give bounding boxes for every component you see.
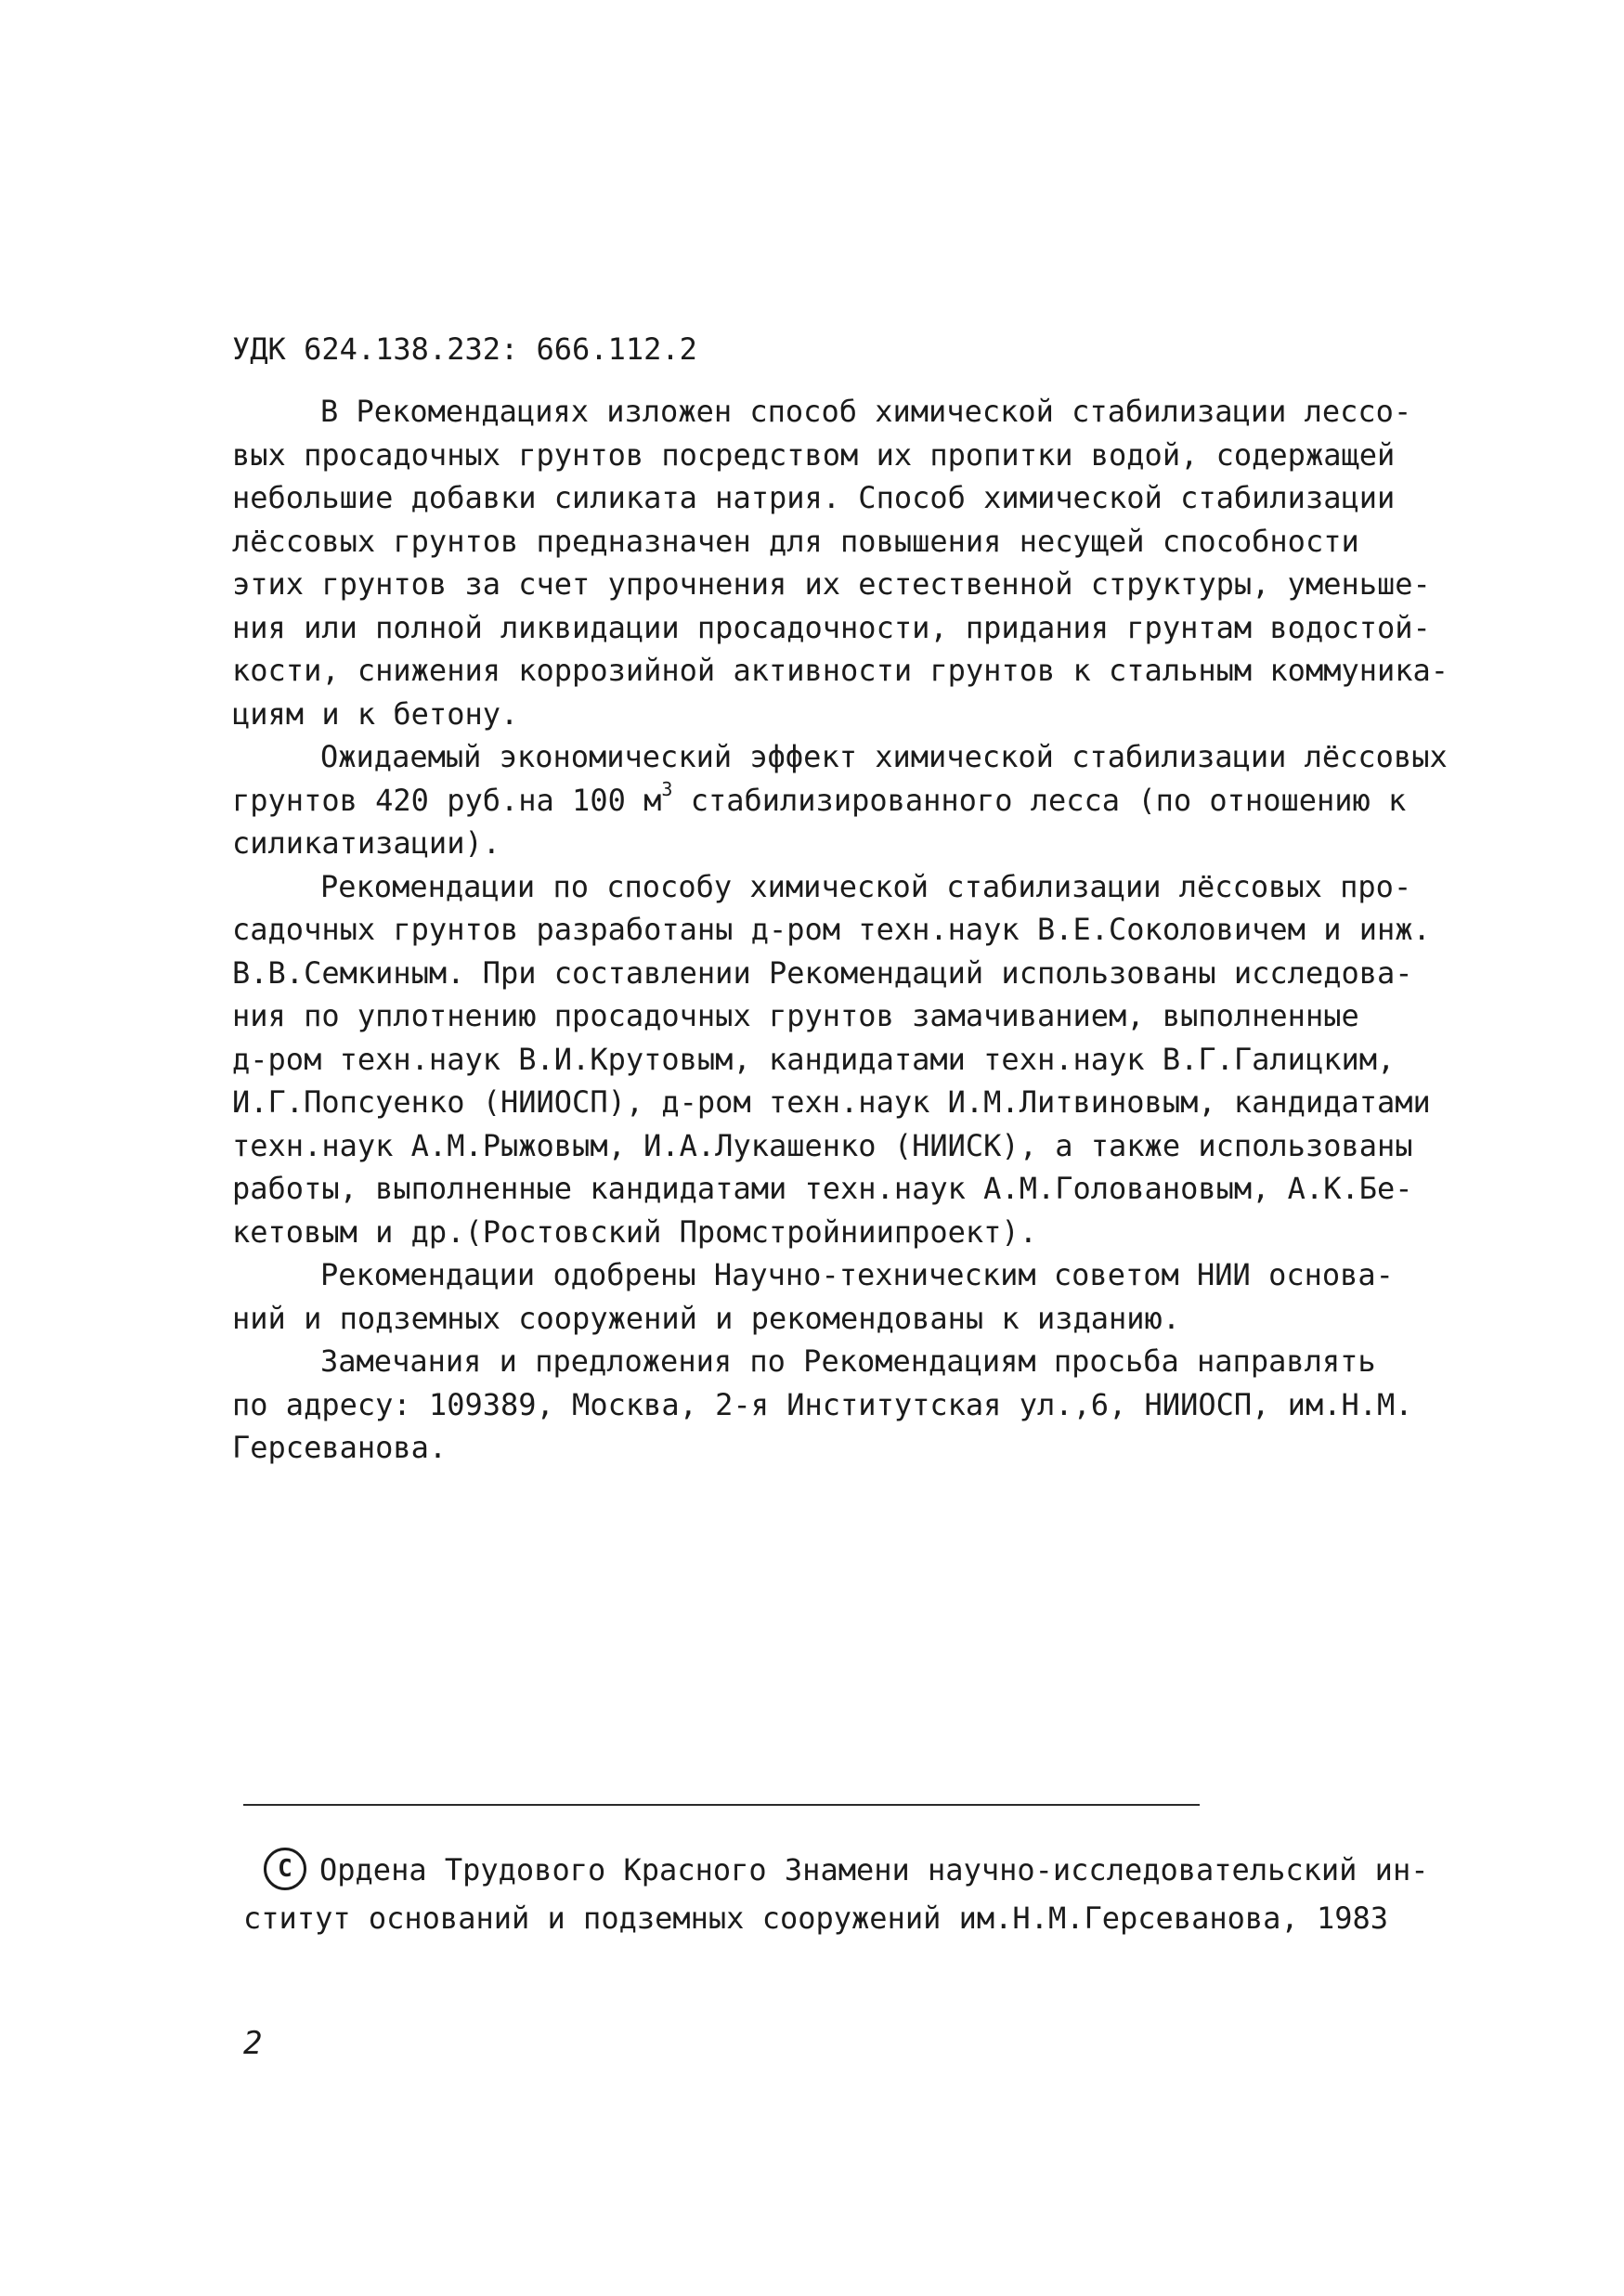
paragraph-3 (232, 865, 1431, 1254)
text-line: Герсеванова. (232, 1430, 448, 1465)
page-number: 2 (243, 2025, 263, 2062)
footnote-divider (243, 1804, 1200, 1806)
text-line: кости, снижения коррозийной активности грунтов к стальным коммуника- (232, 653, 1449, 688)
text-line: садочных грунтов разработаны д-ром техн.наук В.Е.Соколовичем и инж. (232, 912, 1431, 947)
text-line: вых просадочных грунтов посредством их пропитки водой, содержащей (232, 436, 1396, 473)
main-text (232, 390, 1449, 1470)
copyright-line: ститут оснований и подземных сооружений им.Н.М.Герсеванова, 1983 (243, 1900, 1388, 1936)
paragraph-4 (232, 1253, 1421, 1340)
text-line: работы, выполненные кандидатами техн.наук А.М.Головановым, А.К.Бе- (232, 1171, 1413, 1206)
copyright-line (243, 1846, 1450, 1894)
text-line: Рекомендации по способу химической стабилизации лёссовых про- (320, 868, 1412, 904)
text-line-with-superscript (232, 779, 1421, 823)
paragraph-1 (232, 390, 1449, 735)
text-segment: грунтов 420 руб.на 100 м (232, 782, 662, 818)
text-line: В.В.Семкиным. При составлении Рекомендаций использованы исследова- (232, 954, 1413, 991)
text-line: по адресу: 109389, Москва, 2-я Институтская ул.,6, НИИОСП, им.Н.М. (232, 1386, 1413, 1422)
text-line: техн.наук А.М.Рыжовым, И.А.Лукашенко (НИИСК), а также использованы (232, 1127, 1413, 1163)
text-line: силикатизации). (232, 825, 500, 861)
text-line: Замечания и предложения по Рекомендациям просьба направлять (320, 1343, 1376, 1379)
text-line: В Рекомендациях изложен способ химической стабилизации лессо- (320, 394, 1412, 429)
text-line: лёссовых грунтов предназначен для повышения несущей способности (232, 523, 1359, 559)
text-line: ния по уплотнению просадочных грунтов замачиванием, выполненные (232, 998, 1359, 1033)
superscript: 3 (661, 777, 673, 800)
text-line: кетовым и др.(Ростовский Промстройниипроект). (232, 1213, 1037, 1250)
text-line: И.Г.Попсуенко (НИИОСП), д-ром техн.наук И.М.Литвиновым, кандидатами (232, 1084, 1431, 1120)
text-line: Ожидаемый экономический эффект химической стабилизации лёссовых (320, 739, 1448, 774)
text-line: д-ром техн.наук В.И.Крутовым, кандидатами техн.наук В.Г.Галицким, (232, 1041, 1396, 1077)
text-line: ний и подземных сооружений и рекомендованы к изданию. (232, 1300, 1181, 1336)
text-line: этих грунтов за счет упрочнения их естественной структуры, уменьше- (232, 566, 1431, 602)
text-line: ния или полной ликвидации просадочности, придания грунтам водостой- (232, 609, 1431, 645)
udk-code: УДК 624.138.232: 666.112.2 (232, 331, 697, 367)
copyright-text: Ордена Трудового Красного Знамени научно-исследовательский ин- (319, 1852, 1429, 1887)
paragraph-2 (232, 735, 1448, 865)
text-segment: стабилизированного лесса (по отношению к (672, 782, 1407, 818)
text-line: Рекомендации одобрены Научно-техническим советом НИИ основа- (320, 1257, 1394, 1292)
text-line: циям и к бетону. (232, 695, 519, 732)
paragraph-5 (232, 1340, 1421, 1470)
copyright-icon: С (264, 1848, 306, 1890)
text-line: небольшие добавки силиката натрия. Способ химической стабилизации (232, 480, 1396, 515)
copyright-notice (243, 1846, 1450, 1942)
